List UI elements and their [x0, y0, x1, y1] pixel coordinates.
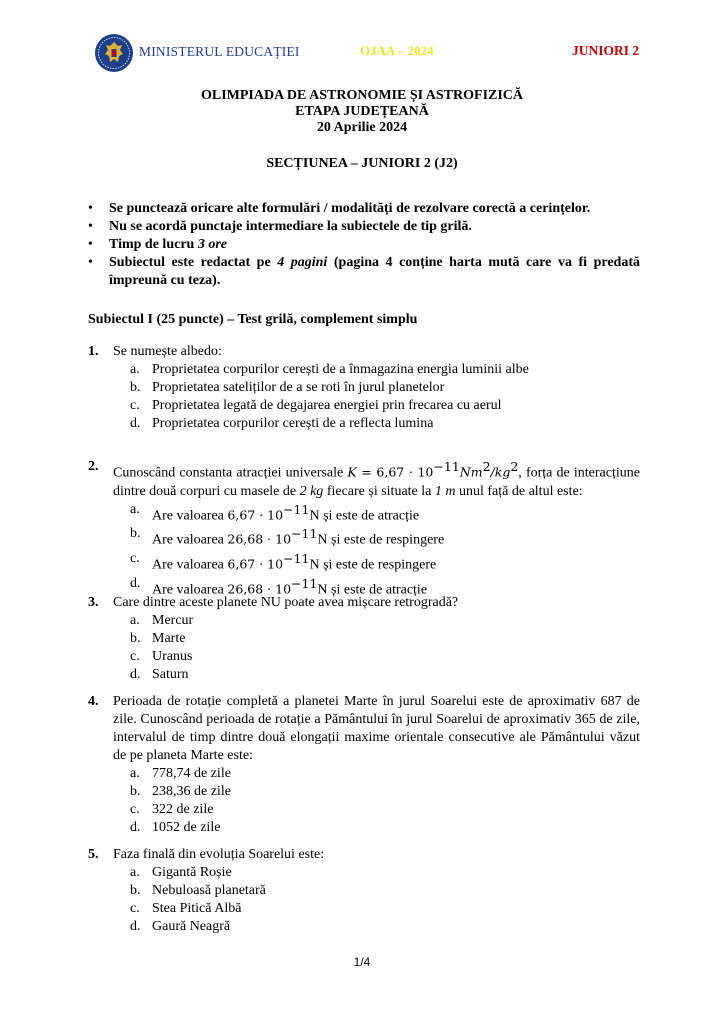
category-label: JUNIORI 2: [572, 43, 640, 58]
question-5: 5. Faza finală din evoluția Soarelui este: a. Gigantă Roșie b. Nebuloasă planetară c. Stea Pitică Albă d. Gaură Neagră: [88, 846, 640, 936]
answer-option: a. Proprietatea corpurilor cerești de a înmagazina energia luminii albe: [130, 362, 529, 377]
answer-option: d. Gaură Neagră: [130, 919, 231, 934]
answer-option: b. Proprietatea sateliților de a se roti în jurul planetelor: [130, 380, 445, 395]
answer-option: b. Are valoarea $26,68 \cdot 10^{-11}N$ și este de respingere: [130, 526, 445, 548]
answer-option: b. Nebuloasă planetară: [130, 883, 266, 898]
answer-option: d. Proprietatea corpurilor cerești de a reflecta lumina: [130, 416, 434, 431]
answer-option: a. Gigantă Roșie: [130, 865, 232, 880]
rule-item: • Timp de lucru 3 ore: [88, 237, 227, 252]
question-4: 4. Perioada de rotație completă a planetei Marte în jurul Soarelui este de aproximativ 687 de zile. Cunoscând perioada de rotație a Pământului în jurul Soarelui de aproximativ 365 de zile, intervalul de timp dintre două elongații maxime orientale consecutive ale Pământului văzut de pe planeta Marte este: a. 778,74 de zile b. 238,36 de zile c. 322 de zile d. 1052 de zile: [88, 694, 640, 835]
title-section: SECȚIUNEA – JUNIORI 2 (J2): [266, 156, 458, 171]
question-1: 1. Se numește albedo: a. Proprietatea corpurilor cerești de a înmagazina energia luminii albe b. Proprietatea sateliților de a se roti în jurul planetelor c. Proprietatea legată de degajarea energiei prin frecarea cu aerul d. Proprietatea corpurilor cerești de a reflecta lumina: [88, 343, 640, 433]
olympiad-year-label: OJAA – 2024: [360, 43, 434, 58]
answer-option: b. 238,36 de zile: [130, 784, 231, 799]
question-3: 3. Care dintre aceste planete NU poate avea mișcare retrogradă? a. Mercur b. Marte c. Uranus d. Saturn: [88, 594, 640, 684]
answer-option: d. 1052 de zile: [130, 820, 221, 835]
rule-item: • Se punctează oricare alte formulări / modalități de rezolvare corectă a cerințelor.: [88, 201, 591, 216]
question-2: 2. Cunoscând constanta atracției universale $K = 6,67 \cdot 10^{-11}Nm^2/kg^2$, forța de interacțiune dintre două corpuri cu masele de 2 kg fiecare și situate la 1 m unul față de altul este: a. Are valoarea $6,67 \cdot 10^{-11}N$ și este de atracție b. Are valoarea $26,68 \cdot 10^{-11}N$ și este de respingere c. Are valoarea $6,67 \cdot 10^{-11}N$ și este de respingere d. Are valoarea $26,68 \cdot 10^{-11}N$ și este de atracție: [88, 459, 640, 598]
subject-title: Subiectul I (25 puncte) – Test grilă, complement simplu: [88, 312, 418, 327]
answer-option: b. Marte: [130, 631, 186, 646]
answer-option: c. Uranus: [130, 649, 193, 664]
page-number: 1/4: [353, 955, 371, 969]
answer-option: a. Mercur: [130, 613, 194, 628]
ministry-crest-icon: [94, 33, 134, 73]
answer-option: c. Proprietatea legată de degajarea energiei prin frecarea cu aerul: [130, 398, 502, 413]
rule-item: • Nu se acordă punctaje intermediare la subiectele de tip grilă.: [88, 219, 472, 234]
answer-option: c. Stea Pitică Albă: [130, 901, 242, 916]
answer-option: c. 322 de zile: [130, 802, 214, 817]
answer-option: a. Are valoarea $6,67 \cdot 10^{-11}N$ și este de atracție: [130, 501, 420, 524]
ministry-name: MINISTERUL EDUCAȚIEI: [139, 44, 300, 59]
answer-option: a. 778,74 de zile: [130, 766, 231, 781]
rules-list: [88, 200, 640, 290]
rule-item: • Subiectul este redactat pe 4 pagini (pagina 4 conține harta mută care va fi predată împreună cu teza).: [88, 255, 640, 288]
answer-option: d. Are valoarea $26,68 \cdot 10^{-11}N$ și este de atracție: [130, 575, 428, 598]
answer-option: d. Saturn: [130, 667, 189, 682]
title-olympiad: OLIMPIADA DE ASTRONOMIE ȘI ASTROFIZICĂ: [200, 88, 524, 103]
title-date: 20 Aprilie 2024: [316, 120, 408, 135]
answer-option: c. Are valoarea $6,67 \cdot 10^{-11}N$ și este de respingere: [130, 550, 437, 573]
title-stage: ETAPA JUDEȚEANĂ: [295, 104, 429, 119]
